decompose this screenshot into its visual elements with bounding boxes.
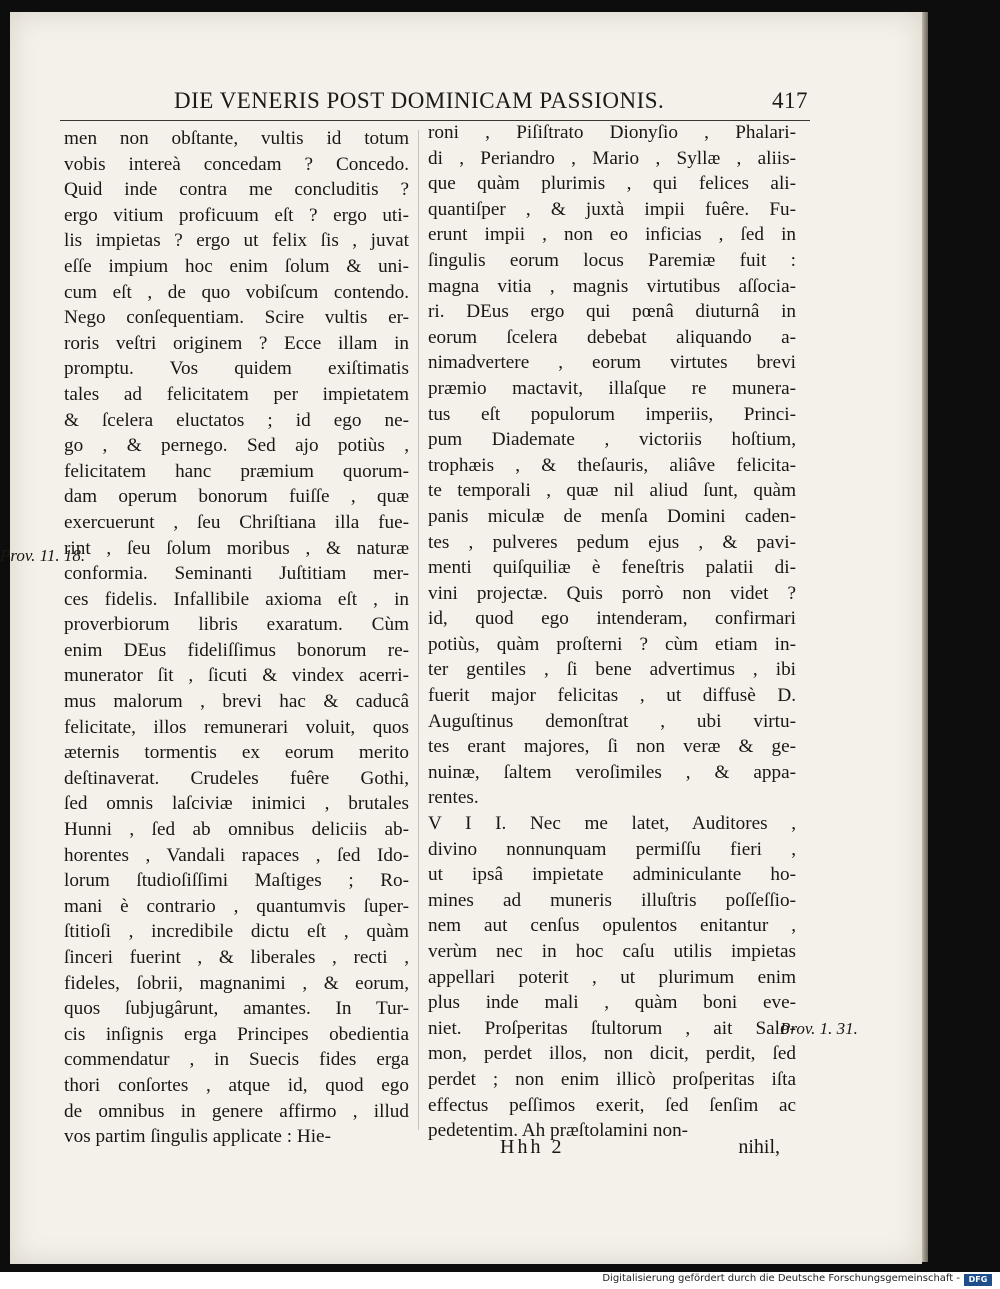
page-edge (922, 12, 928, 1262)
margin-note-left: Prov. 11. 18. (0, 546, 86, 565)
text-line: Hunni , ſed ab omnibus deliciis ab- (64, 819, 409, 841)
text-line: magna vitia , magnis virtutibus aſſocia- (428, 275, 796, 297)
text-line: lorum ſtudioſiſſimi Maſtiges ; Ro- (64, 870, 409, 892)
text-line: erunt impii , non eo inficias , ſed in (428, 224, 796, 246)
text-line: ri. DEus ergo qui pœnâ diuturnâ in (428, 301, 796, 323)
text-line: deſtinaverat. Crudeles fuêre Gothi, (64, 767, 409, 789)
text-line: Nego conſequentiam. Scire vultis er- (64, 307, 409, 329)
text-line: pedetentim. Ah præſtolamini non- (428, 1120, 689, 1142)
text-line: ſtitioſi , incredibile dictu eſt , quàm (64, 921, 409, 943)
catchword: nihil, (738, 1136, 780, 1158)
text-line: mines ad muneris illuſtris poſſeſſio- (428, 889, 796, 911)
text-line: vini projectæ. Quis porrò non videt ? (428, 582, 796, 604)
text-line: ſingulis eorum locus Paremiæ fuit : (428, 249, 796, 271)
page-header (160, 88, 810, 118)
text-line: effectus peſſimos exerit, ſed ſenſim ac (428, 1094, 796, 1116)
signature-mark: Hhh 2 (500, 1136, 565, 1158)
text-line: panis miculæ de menſa Domini caden- (428, 505, 796, 527)
text-line: mus malorum , brevi hac & caducâ (64, 691, 409, 713)
text-line: di , Periandro , Mario , Syllæ , aliis- (428, 147, 796, 169)
margin-note-right: Prov. 1. 31. (780, 1019, 858, 1038)
text-line: te temporali , quæ nil aliud ſunt, quàm (428, 480, 796, 502)
text-line: ſed omnis laſciviæ inimici , brutales (64, 793, 409, 815)
text-line: fuerit major felicitas , ut diffusè D. (428, 685, 796, 707)
text-line: eſſe impium hoc enim ſolum & uni- (64, 255, 409, 277)
page-footer-line (500, 1136, 780, 1162)
text-line: rint , ſeu ſolum moribus , & naturæ (64, 537, 409, 559)
text-line: appellari poterit , ut plurimum enim (428, 966, 796, 988)
text-line: ces fidelis. Infallibile axioma eſt , in (64, 588, 409, 610)
text-line: nuinæ, ſaltem veroſimiles , & appa- (428, 761, 796, 783)
text-line: lis impietas ? ergo ut felix ſis , juvat (64, 230, 409, 252)
text-line: ut ipsâ impietate adminiculante ho- (428, 864, 796, 886)
text-line: plus inde mali , quàm boni eve- (428, 992, 796, 1014)
text-line: tales ad felicitatem per impietatem (64, 383, 409, 405)
page-number: 417 (772, 88, 808, 113)
text-line: menti quiſquiliæ è feneſtris palatii di- (428, 557, 796, 579)
text-line: id, quod ego intenderam, confirmari (428, 608, 796, 630)
text-line: vos partim ſingulis applicate : Hie- (64, 1126, 331, 1148)
text-line: cum eſt , de quo vobiſcum contendo. (64, 281, 409, 303)
text-line: eorum ſcelera debebat aliquando a- (428, 326, 796, 348)
text-line: præmio mactavit, illaſque re munera- (428, 377, 796, 399)
text-line: de omnibus in genere affirmo , illud (64, 1100, 409, 1122)
text-line: cis inſignis erga Principes obedientia (64, 1023, 409, 1045)
text-line: ſinceri fuerint , & liberales , recti , (64, 947, 409, 968)
text-line: go , & pernego. Sed ajo potiùs , (64, 435, 409, 457)
text-line: ter gentiles , ſi bene advertimus , ibi (428, 659, 796, 681)
text-line: & ſcelera eluctatos ; id ego ne- (64, 409, 409, 431)
text-line: roni , Piſiſtrato Dionyſio , Phalari- (428, 122, 796, 143)
text-line: vobis intereà concedam ? Concedo. (64, 153, 409, 175)
text-line: promptu. Vos quidem exiſtimatis (64, 358, 409, 380)
column-divider (418, 130, 419, 1130)
text-line: thori conſortes , atque id, quod ego (64, 1074, 409, 1096)
text-line: nimadvertere , eorum virtutes brevi (428, 352, 796, 374)
text-line: pum Diademate , victoriis hoſtium, (428, 429, 796, 451)
text-line: enim DEus fideliſſimus bonorum re- (64, 639, 409, 661)
text-line: mani è contrario , quantumvis ſuper- (64, 895, 409, 917)
text-line: potiùs, quàm proſterni ? cùm etiam in- (428, 633, 796, 655)
text-line: commendatur , in Suecis fides erga (64, 1049, 409, 1071)
text-line: quantiſper , & juxtà impii fuêre. Fu- (428, 198, 796, 220)
text-line: æternis tormentis ex eorum merito (64, 742, 409, 764)
text-line: Quid inde contra me concluditis ? (64, 179, 409, 201)
text-line: rentes. (428, 787, 479, 809)
text-line: conformia. Seminanti Juſtitiam mer- (64, 563, 409, 585)
text-line: Auguſtinus demonſtrat , ubi virtu- (428, 710, 796, 732)
text-line: verùm nec in hoc caſu utilis impietas (428, 941, 796, 962)
dfg-logo-icon: DFG (964, 1274, 992, 1286)
right-text-column (428, 120, 796, 1144)
left-text-column (64, 126, 409, 1150)
text-line: quos ſubjugârunt, amantes. In Tur- (64, 998, 409, 1020)
text-line: roris veſtri originem ? Ecce illam in (64, 332, 409, 354)
text-line: tes , pulveres pedum ejus , & pavi- (428, 531, 796, 553)
text-line: exercuerunt , ſeu Chriſtiana illa fue- (64, 511, 409, 533)
text-line: men non obſtante, vultis id totum (64, 128, 409, 149)
running-title: DIE VENERIS POST DOMINICAM PASSIONIS. (174, 88, 665, 113)
text-line: horentes , Vandali rapaces , ſed Ido- (64, 844, 409, 866)
text-line: felicitatem hanc præmium quorum- (64, 460, 409, 482)
text-line: trophæis , & theſauris, aliâve felicita- (428, 454, 796, 476)
text-line: perdet ; non enim illicò proſperitas iſta (428, 1068, 796, 1090)
text-line: que quàm plurimis , qui felices ali- (428, 173, 796, 195)
text-line: tus eſt populorum imperiis, Princi- (428, 403, 796, 425)
text-line: proverbiorum libris exaratum. Cùm (64, 614, 409, 636)
text-line: tes erant majores, ſi non veræ & ge- (428, 736, 796, 758)
footer-credit: Digitalisierung gefördert durch die Deutsche Forschungsgemeinschaft - (602, 1273, 960, 1284)
text-line: divino nonnunquam permiſſu fieri , (428, 838, 796, 860)
text-line: V I I. Nec me latet, Auditores , (428, 813, 796, 835)
text-line: dam operum bonorum fuiſſe , quæ (64, 486, 409, 508)
text-line: ergo vitium proficuum eſt ? ergo uti- (64, 204, 409, 226)
text-line: niet. Proſperitas ſtultorum , ait Salo- (428, 1017, 796, 1039)
text-line: munerator ſit , ſicuti & vindex acerri- (64, 665, 409, 687)
text-line: mon, perdet illos, non dicit, perdit, ſed (428, 1043, 796, 1065)
text-line: fideles, ſobrii, magnanimi , & eorum, (64, 972, 409, 994)
text-line: felicitate, illos remunerari voluit, quos (64, 716, 409, 738)
digitization-footer (0, 1272, 1000, 1289)
text-line: nem aut cenſus opulentos enitantur , (428, 915, 796, 937)
